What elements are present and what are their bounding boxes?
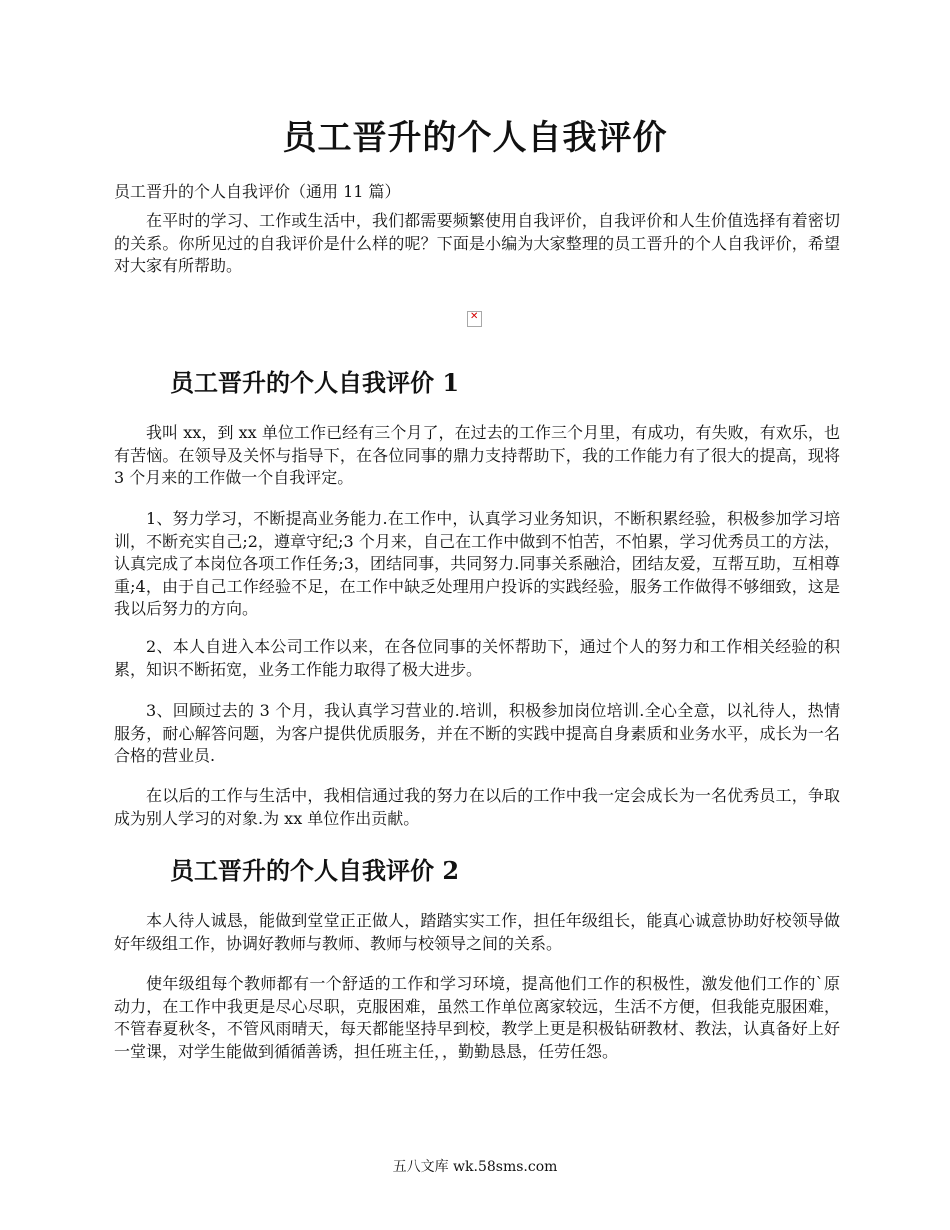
section-1-paragraph-4: 3、回顾过去的 3 个月，我认真学习营业的.培训，积极参加岗位培训.全心全意，以礼待人，热情服务，耐心解答问题，为客户提供优质服务，并在不断的实践中提高自身素质和业务水平，成长为一名合格的营业员. (114, 701, 840, 765)
section-1-paragraph-3: 2、本人自进入本公司工作以来，在各位同事的关怀帮助下，通过个人的努力和工作相关经验的积累，知识不断拓宽，业务工作能力取得了极大进步。 (114, 637, 840, 679)
footer-watermark: 五八文库 wk.58sms.com (392, 1159, 558, 1175)
section-1-paragraph-1: 我叫 xx，到 xx 单位工作已经有三个月了，在过去的工作三个月里，有成功，有失败，有欢乐，也有苦恼。在领导及关怀与指导下，在各位同事的鼎力支持帮助下，我的工作能力有了很大的提高，现将 3 个月来的工作做一个自我评定。 (114, 423, 840, 487)
section-2-paragraph-2: 使年级组每个教师都有一个舒适的工作和学习环境，提高他们工作的积极性，激发他们工作的`原动力，在工作中我更是尽心尽职，克服困难，虽然工作单位离家较远，生活不方便，但我能克服困难，不管春夏秋冬，不管风雨晴天，每天都能坚持早到校，教学上更是积极钻研教材、教法，认真备好上好一堂课，对学生能做到循循善诱，担任班主任，，勤勤恳恳，任劳任怨。 (114, 974, 840, 1061)
section-1-paragraph-2: 1、努力学习，不断提高业务能力.在工作中，认真学习业务知识，不断积累经验，积极参加学习培训，不断充实自己;2，遵章守纪;3 个月来，自己在工作中做到不怕苦，不怕累，学习优秀员工的方法，认真完成了本岗位各项工作任务;3，团结同事，共同努力.同事关系融洽，团结友爱，互帮互助，互相尊重;4，由于自己工作经验不足，在工作中缺乏处理用户投诉的实践经验，服务工作做得不够细致，这是我以后努力的方向。 (114, 509, 840, 618)
intro-paragraph: 在平时的学习、工作或生活中，我们都需要频繁使用自我评价，自我评价和人生价值选择有着密切的关系。你所见过的自我评价是什么样的呢？下面是小编为大家整理的员工晋升的个人自我评价，希望对大家有所帮助。 (114, 211, 840, 275)
section-2-paragraph-1: 本人待人诚恳，能做到堂堂正正做人，踏踏实实工作，担任年级组长，能真心诚意协助好校领导做好年级组工作，协调好教师与教师、教师与校领导之间的关系。 (114, 911, 840, 953)
section-1-paragraph-5: 在以后的工作与生活中，我相信通过我的努力在以后的工作中我一定会成长为一名优秀员工，争取成为别人学习的对象.为 xx 单位作出贡献。 (114, 786, 840, 828)
document-subtitle: 员工晋升的个人自我评价（通用 11 篇） (114, 182, 401, 201)
section-heading-2: 员工晋升的个人自我评价 2 (170, 856, 460, 885)
broken-image-icon (467, 311, 482, 327)
section-heading-1: 员工晋升的个人自我评价 1 (170, 368, 460, 397)
document-title: 员工晋升的个人自我评价 (282, 118, 668, 158)
